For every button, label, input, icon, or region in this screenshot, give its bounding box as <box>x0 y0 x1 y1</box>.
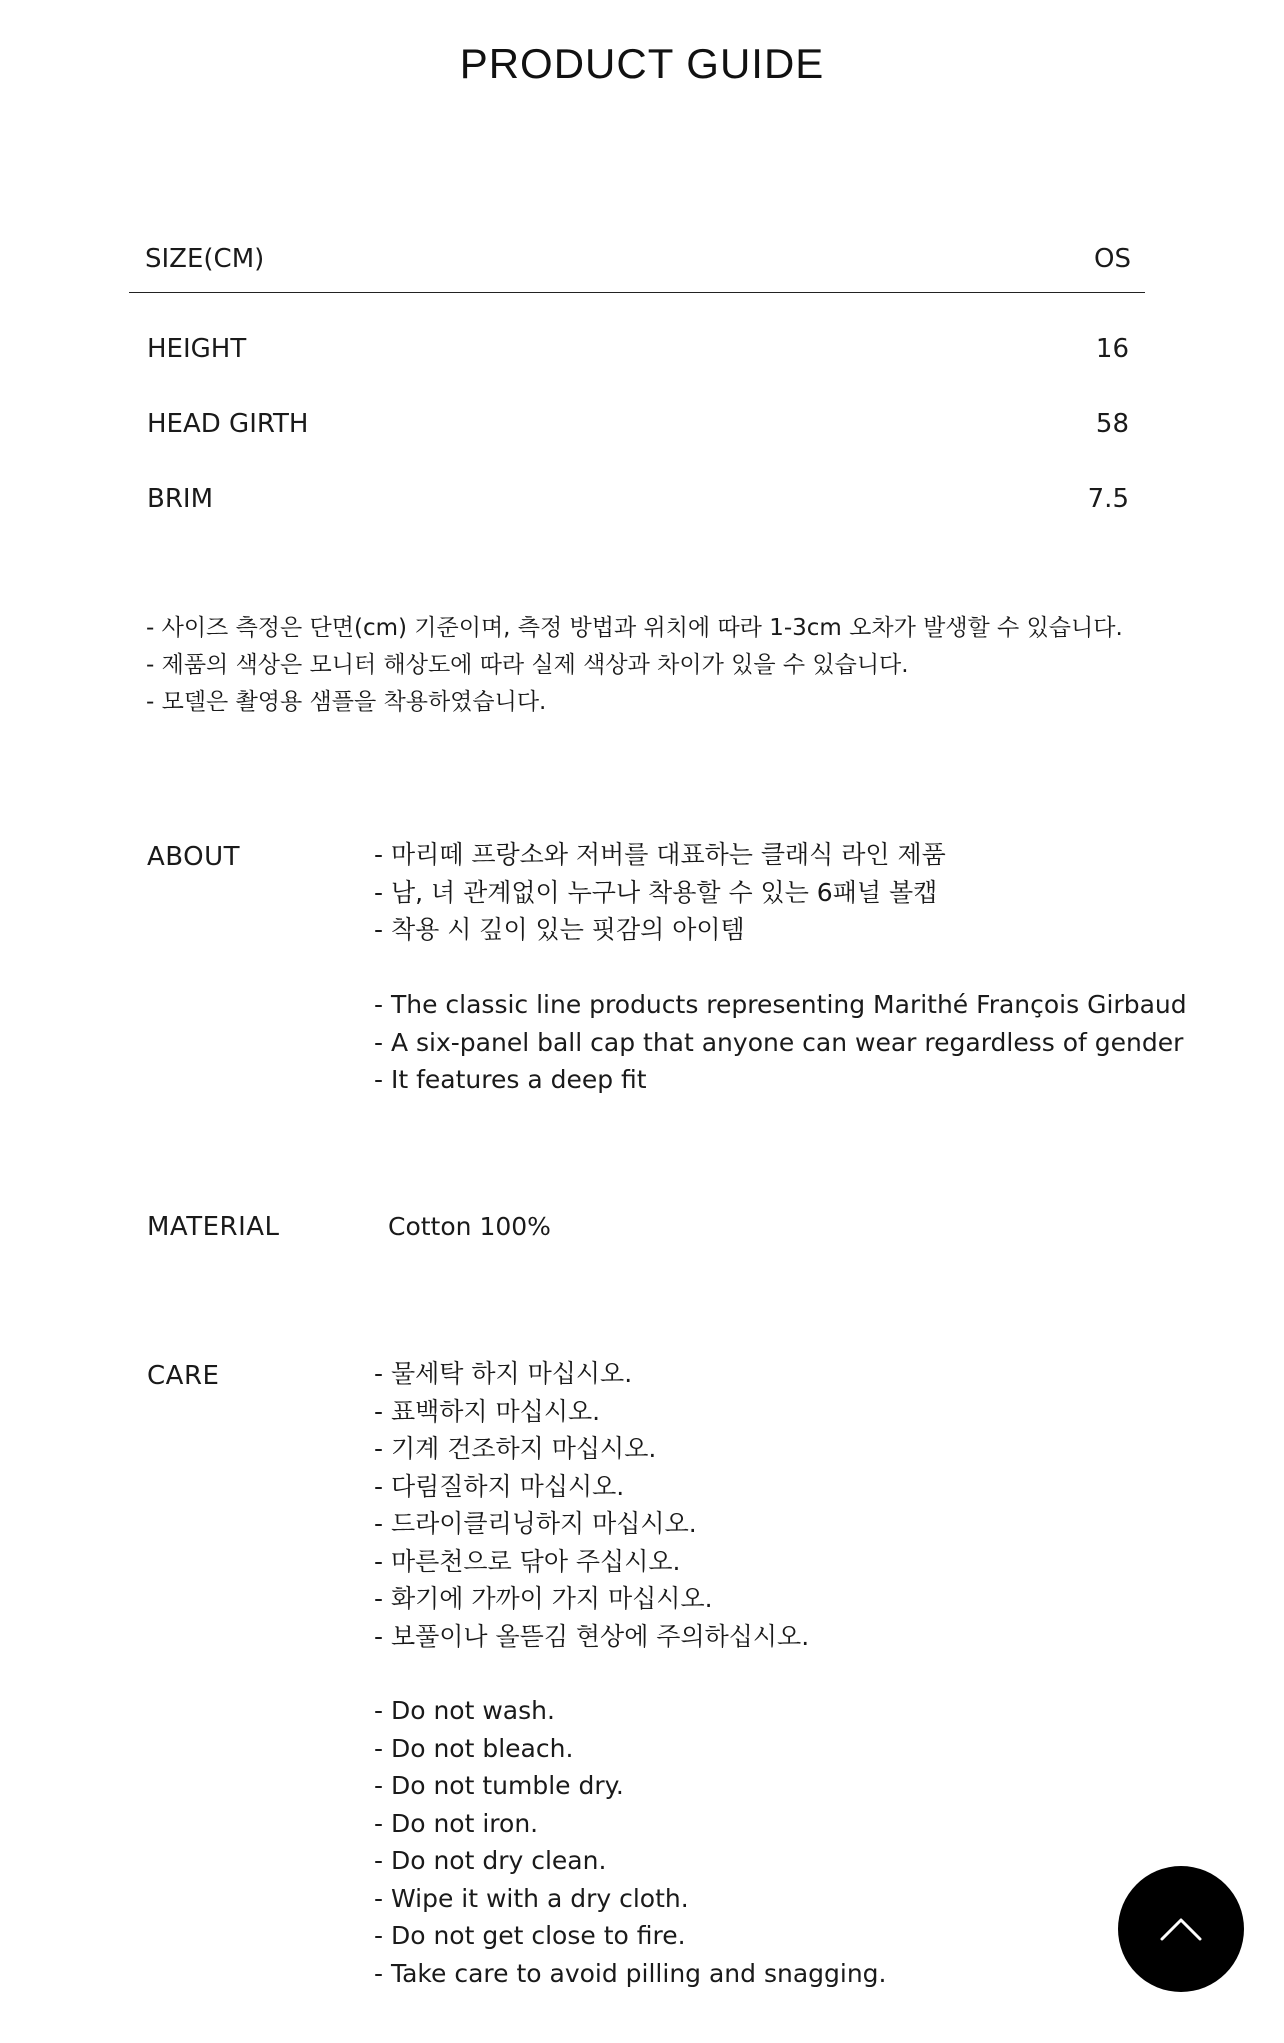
about-lines-en <box>374 986 1187 1099</box>
care-line: - Wipe it with a dry cloth. <box>374 1883 689 1913</box>
care-lines-ko <box>374 1355 809 1655</box>
size-header-value: OS <box>1094 244 1131 274</box>
page-title: PRODUCT GUIDE <box>459 40 825 87</box>
size-row-label: BRIM <box>147 484 214 514</box>
about-line: - It features a deep fit <box>374 1065 647 1094</box>
size-row-value: 7.5 <box>1087 484 1129 514</box>
note-item: - 모델은 촬영용 샘플을 착용하였습니다. <box>146 689 547 715</box>
care-line: - 마른천으로 닦아 주십시오. <box>374 1546 681 1576</box>
care-line: - 다림질하지 마십시오. <box>374 1471 625 1501</box>
note-item: - 제품의 색상은 모니터 해상도에 따라 실제 색상과 차이가 있을 수 있습니다. <box>146 652 909 678</box>
care-line: - Do not tumble dry. <box>374 1771 624 1800</box>
about-line: - 남, 녀 관계없이 누구나 착용할 수 있는 6패널 볼캡 <box>374 877 938 907</box>
care-line: - 화기에 가까이 가지 마십시오. <box>374 1584 713 1613</box>
scroll-to-top-button[interactable] <box>1118 1866 1244 1992</box>
about-line: - 마리떼 프랑소와 저버를 대표하는 클래식 라인 제품 <box>374 840 946 869</box>
size-row-height <box>129 334 1145 374</box>
care-line: - 물세탁 하지 마십시오. <box>374 1359 633 1388</box>
size-notes <box>146 610 1123 721</box>
size-table-header <box>129 236 1145 293</box>
care-lines-en <box>374 1692 887 1992</box>
about-label: ABOUT <box>147 842 241 872</box>
size-table <box>129 236 1145 514</box>
size-row-label: HEAD GIRTH <box>147 409 309 439</box>
material-label: MATERIAL <box>147 1212 280 1242</box>
care-line: - 표백하지 마십시오. <box>374 1396 601 1426</box>
care-label: CARE <box>147 1361 220 1391</box>
care-line: - Do not bleach. <box>374 1733 574 1763</box>
about-lines-ko <box>374 836 946 949</box>
care-line: - Take care to avoid pilling and snagging. <box>374 1958 887 1988</box>
care-line: - 드라이클리닝하지 마십시오. <box>374 1509 697 1538</box>
about-line: - A six-panel ball cap that anyone can wear regardless of gender <box>374 1027 1184 1057</box>
material-value: Cotton 100% <box>388 1212 551 1241</box>
about-line: - The classic line products representing Marithé François Girbaud <box>374 990 1187 1019</box>
chevron-up-icon <box>1159 1916 1203 1942</box>
note-item: - 사이즈 측정은 단면(cm) 기준이며, 측정 방법과 위치에 따라 1-3cm 오차가 발생할 수 있습니다. <box>146 615 1123 641</box>
size-row-brim <box>129 484 1145 524</box>
care-line: - Do not iron. <box>374 1808 539 1838</box>
size-row-value: 58 <box>1095 409 1129 439</box>
care-line: - 보풀이나 올뜯김 현상에 주의하십시오. <box>374 1621 810 1651</box>
size-row-head-girth <box>129 409 1145 449</box>
about-line: - 착용 시 깊이 있는 핏감의 아이템 <box>374 915 745 944</box>
size-row-value: 16 <box>1095 334 1129 364</box>
size-row-label: HEIGHT <box>147 334 247 364</box>
care-line: - 기계 건조하지 마십시오. <box>374 1434 657 1463</box>
care-line: - Do not dry clean. <box>374 1846 607 1875</box>
care-line: - Do not get close to fire. <box>374 1921 686 1950</box>
care-line: - Do not wash. <box>374 1696 555 1725</box>
size-header-label: SIZE(CM) <box>145 244 265 274</box>
